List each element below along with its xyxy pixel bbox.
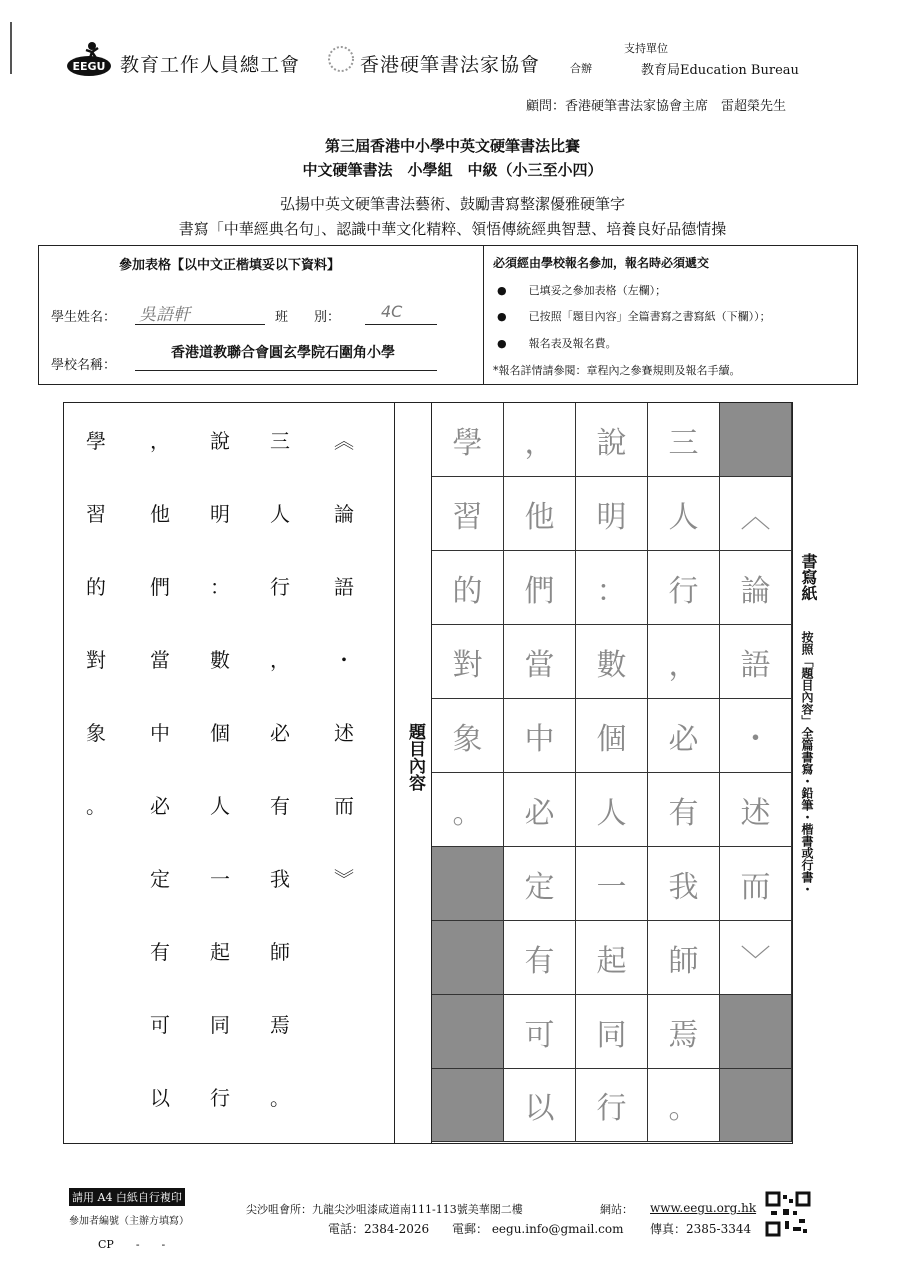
writing-cell[interactable]: 象 [432, 699, 504, 773]
writing-cell[interactable]: ， [504, 403, 576, 477]
writing-cell[interactable]: 學 [432, 403, 504, 477]
topic-char: ： [210, 575, 230, 599]
topic-char: 三 [270, 429, 290, 453]
writing-cell[interactable]: 必 [648, 699, 720, 773]
org2-logo [326, 44, 356, 74]
writing-cell[interactable]: 行 [648, 551, 720, 625]
co-host-label: 合辦 [570, 62, 592, 75]
writing-cell[interactable]: 。 [432, 773, 504, 847]
writing-cell[interactable]: 起 [576, 921, 648, 995]
writing-cell[interactable]: 。 [648, 1069, 720, 1142]
req-heading: 必須經由學校報名參加，報名時必須遞交 [493, 256, 710, 270]
qr-code-icon [765, 1191, 811, 1237]
topic-char: 有 [270, 794, 290, 818]
topic-char: ， [270, 648, 290, 672]
writing-cell[interactable]: 語 [720, 625, 792, 699]
school-value: 香港道教聯合會圓玄學院石圍角小學 [171, 345, 395, 361]
entry-form [38, 245, 858, 385]
writing-cell[interactable]: 述 [720, 773, 792, 847]
topic-char: 起 [210, 940, 230, 964]
writing-cell[interactable]: 中 [504, 699, 576, 773]
writing-cell[interactable]: 我 [648, 847, 720, 921]
title-line1: 第三屆香港中小學中英文硬筆書法比賽 [324, 137, 580, 155]
topic-char: 們 [150, 575, 170, 599]
topic-char: 行 [210, 1086, 230, 1110]
topic-char: 語 [334, 575, 354, 599]
writing-cell[interactable]: 有 [504, 921, 576, 995]
req-item-2: ● 已按照「題目內容」全篇書寫之書寫紙（下欄））； [497, 310, 771, 323]
writing-cell[interactable]: 以 [504, 1069, 576, 1142]
topic-char: 中 [150, 721, 170, 745]
topic-char: 以 [150, 1086, 170, 1110]
copy-note: 請用 A4 白紙自行複印 [69, 1188, 185, 1206]
writing-instruction: 按照「題目內容」全篇書寫・鉛筆・楷書或行書・ [800, 631, 814, 895]
website-label: 網站： [600, 1203, 633, 1216]
email: 電郵： eegu.info@gmail.com [452, 1222, 624, 1236]
support-org: 教育局Education Bureau [641, 63, 799, 78]
req-item-3: ● 報名表及報名費。 [497, 337, 617, 350]
writing-cell[interactable]: 必 [504, 773, 576, 847]
topic-char: 述 [334, 721, 354, 745]
writing-cell[interactable] [432, 921, 504, 995]
writing-cell[interactable]: 他 [504, 477, 576, 551]
writing-cell[interactable]: 人 [576, 773, 648, 847]
writing-cell[interactable]: 人 [648, 477, 720, 551]
writing-cell[interactable]: 論 [720, 551, 792, 625]
phone: 電話：2384-2026 [328, 1222, 430, 1236]
topic-char: 。 [270, 1086, 290, 1110]
req-note: *報名詳情請參閱：章程內之參賽規則及報名手續。 [493, 364, 741, 377]
topic-char: 明 [210, 502, 230, 526]
topic-char: 人 [210, 794, 230, 818]
writing-cell[interactable]: ・ [720, 699, 792, 773]
topic-char: 。 [86, 794, 106, 818]
writing-cell[interactable]: ： [576, 551, 648, 625]
address: 尖沙咀會所：九龍尖沙咀漆咸道南111-113號美華閣二樓 [246, 1203, 523, 1216]
writing-cell[interactable] [720, 995, 792, 1069]
writing-cell[interactable]: 的 [432, 551, 504, 625]
topic-char: 必 [150, 794, 170, 818]
writing-grid [63, 402, 818, 1144]
topic-char: 定 [150, 867, 170, 891]
form-heading: 參加表格【以中文正楷填妥以下資料】 [119, 258, 341, 273]
topic-char: 行 [270, 575, 290, 599]
org2-name: 香港硬筆書法家協會 [360, 54, 541, 76]
topic-char: 我 [270, 867, 290, 891]
writing-cell[interactable]: 個 [576, 699, 648, 773]
writing-cell[interactable]: 三 [648, 403, 720, 477]
website-link[interactable]: www.eegu.org.hk [650, 1201, 757, 1215]
writing-cell[interactable]: 習 [432, 477, 504, 551]
topic-char: 師 [270, 940, 290, 964]
topic-char: ︽ [334, 429, 354, 453]
org1-name: 教育工作人員總工會 [120, 54, 301, 76]
topic-char: 個 [210, 721, 230, 745]
binding-marks [10, 22, 16, 74]
topic-char: 必 [270, 721, 290, 745]
fax: 傳真：2385-3344 [650, 1222, 752, 1236]
writing-cell[interactable]: ︿ [720, 477, 792, 551]
req-item-1: ● 已填妥之參加表格（左欄）； [497, 284, 667, 297]
topic-char: 當 [150, 648, 170, 672]
support-label: 支持單位 [624, 42, 668, 55]
topic-char: ︾ [334, 867, 354, 891]
writing-cell[interactable] [432, 847, 504, 921]
topic-char: 的 [86, 575, 106, 599]
slogan2: 書寫「中華經典名句」、認識中華文化精粹、領悟傳統經典智慧、培養良好品德情操 [178, 220, 727, 238]
entrant-no-label: 參加者編號（主辦方填寫） [69, 1216, 189, 1227]
writing-cell[interactable]: 當 [504, 625, 576, 699]
writing-cell[interactable]: 們 [504, 551, 576, 625]
topic-char: 學 [86, 429, 106, 453]
topic-char: 可 [150, 1013, 170, 1037]
writing-cell[interactable]: 對 [432, 625, 504, 699]
school-label: 學校名稱： [51, 358, 117, 373]
eegu-logo [66, 40, 112, 78]
topic-char: 說 [210, 429, 230, 453]
class-label: 班 別： [275, 310, 341, 325]
writing-cell[interactable]: 有 [648, 773, 720, 847]
cp-field[interactable]: CP - - [98, 1238, 166, 1251]
writing-cell[interactable]: 師 [648, 921, 720, 995]
topic-char: 他 [150, 502, 170, 526]
topic-char: 對 [86, 648, 106, 672]
advisor: 顧問：香港硬筆書法家協會主席 雷超榮先生 [526, 99, 787, 114]
writing-label: 書寫紙 [799, 553, 818, 601]
writing-cell[interactable]: ﹀ [720, 921, 792, 995]
topic-char: 同 [210, 1013, 230, 1037]
writing-cell[interactable] [720, 1069, 792, 1142]
svg-text:EEGU: EEGU [72, 60, 106, 73]
title-line2: 中文硬筆書法 小學組 中級（小三至小四） [302, 161, 603, 179]
topic-char: 一 [210, 867, 230, 891]
topic-char: 數 [210, 648, 230, 672]
writing-cell[interactable]: 一 [576, 847, 648, 921]
topic-char: ， [150, 429, 170, 453]
writing-cell[interactable]: 明 [576, 477, 648, 551]
writing-cell[interactable]: 而 [720, 847, 792, 921]
writing-cell[interactable]: 數 [576, 625, 648, 699]
topic-char: 人 [270, 502, 290, 526]
writing-cell[interactable]: ， [648, 625, 720, 699]
writing-cell[interactable]: 同 [576, 995, 648, 1069]
writing-cell[interactable] [432, 1069, 504, 1142]
writing-cell[interactable]: 行 [576, 1069, 648, 1142]
topic-char: 有 [150, 940, 170, 964]
writing-cell[interactable]: 焉 [648, 995, 720, 1069]
topic-char: 焉 [270, 1013, 290, 1037]
topic-char: 論 [334, 502, 354, 526]
writing-cell[interactable] [432, 995, 504, 1069]
writing-cell[interactable]: 說 [576, 403, 648, 477]
topic-char: 而 [334, 794, 354, 818]
topic-label-column [394, 403, 432, 1143]
topic-char: 象 [86, 721, 106, 745]
slogan1: 弘揚中英文硬筆書法藝術、鼓勵書寫整潔優雅硬筆字 [279, 195, 625, 213]
topic-char: ・ [334, 648, 354, 672]
name-value: 吳語軒 [139, 305, 190, 325]
writing-cell[interactable]: 可 [504, 995, 576, 1069]
topic-label: 題目內容 [405, 723, 425, 791]
writing-cell[interactable] [720, 403, 792, 477]
writing-cell[interactable]: 定 [504, 847, 576, 921]
class-value: 4C [381, 302, 403, 321]
name-label: 學生姓名： [51, 310, 117, 325]
topic-char: 習 [86, 502, 106, 526]
